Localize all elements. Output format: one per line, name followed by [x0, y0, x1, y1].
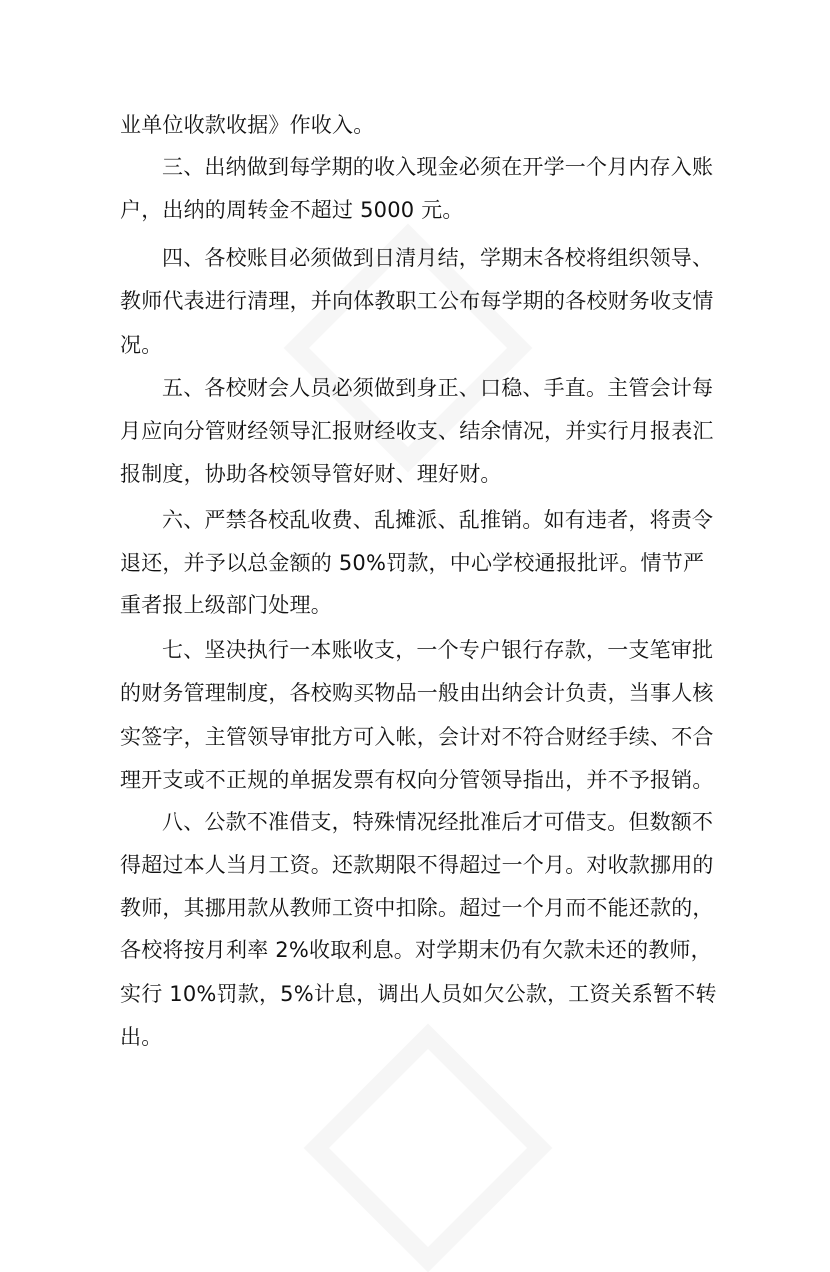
- paragraph-line: 得超过本人当月工资。还款期限不得超过一个月。对收款挪用的: [120, 853, 714, 877]
- paragraph-line: 出。: [120, 1025, 163, 1049]
- paragraph-line: 教师代表进行清理，并向体教职工公布每学期的各校财务收支情: [120, 289, 714, 313]
- paragraph-line: 五、各校财会人员必须做到身正、口稳、手直。主管会计每: [162, 376, 714, 400]
- paragraph-line: 理开支或不正规的单据发票有权向分管领导指出，并不予报销。: [120, 768, 714, 792]
- paragraph-line: 七、坚决执行一本账收支，一个专户银行存款，一支笔审批: [162, 638, 714, 662]
- watermark: [304, 1024, 553, 1272]
- paragraph-line: 退还，并予以总金额的 50%罚款，中心学校通报批评。情节严: [120, 551, 705, 575]
- paragraph-line: 四、各校账目必须做到日清月结，学期末各校将组织领导、: [162, 246, 714, 270]
- paragraph-line: 六、严禁各校乱收费、乱摊派、乱推销。如有违者，将责令: [162, 508, 714, 532]
- paragraph-line: 八、公款不准借支，特殊情况经批准后才可借支。但数额不: [162, 810, 714, 834]
- paragraph-line: 业单位收款收据》作收入。: [120, 113, 375, 137]
- paragraph-line: 重者报上级部门处理。: [120, 593, 332, 617]
- paragraph-line: 况。: [120, 333, 163, 357]
- paragraph-line: 的财务管理制度，各校购买物品一般由出纳会计负责，当事人核: [120, 681, 714, 705]
- paragraph-line: 实行 10%罚款，5%计息，调出人员如欠公款，工资关系暂不转: [120, 982, 717, 1006]
- paragraph-line: 报制度，协助各校领导管好财、理好财。: [120, 462, 502, 486]
- paragraph-line: 各校将按月利率 2%收取利息。对学期末仍有欠款未还的教师，: [120, 938, 712, 962]
- paragraph-line: 月应向分管财经领导汇报财经收支、结余情况，并实行月报表汇: [120, 419, 714, 443]
- paragraph-line: 实签字，主管领导审批方可入帐，会计对不符合财经手续、不合: [120, 725, 714, 749]
- paragraph-line: 三、出纳做到每学期的收入现金必须在开学一个月内存入账: [162, 155, 714, 179]
- paragraph-line: 教师，其挪用款从教师工资中扣除。超过一个月而不能还款的，: [120, 896, 714, 920]
- paragraph-line: 户，出纳的周转金不超过 5000 元。: [120, 198, 464, 222]
